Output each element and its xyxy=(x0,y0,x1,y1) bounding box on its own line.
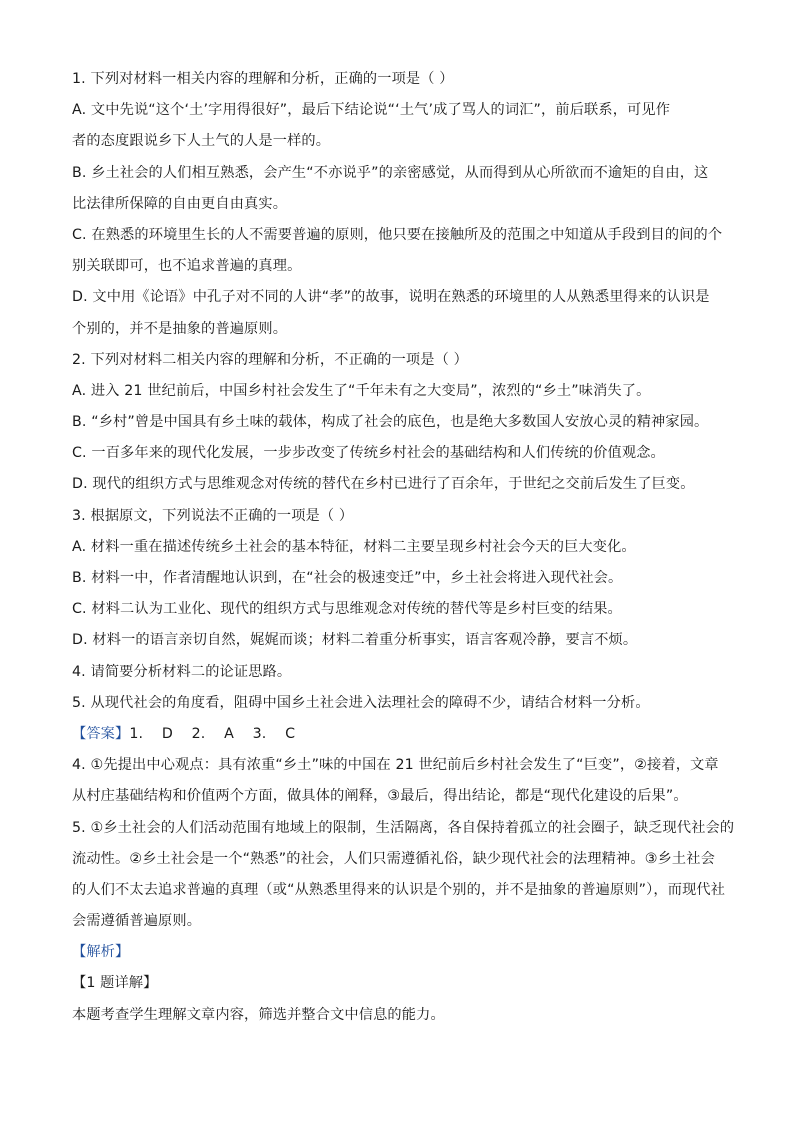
question-1-option-a: A. 文中先说“这个‘土’字用得很好”，最后下结论说“‘土气’成了骂人的词汇”，前后联系，可见作 xyxy=(72,102,671,119)
question-1-stem: 1. 下列对材料一相关内容的理解和分析，正确的一项是（ ） xyxy=(72,71,454,87)
answer-label: 【答案】 xyxy=(72,725,130,742)
question-1-option-b: B. 乡土社会的人们相互熟悉，会产生“不亦说乎”的亲密感觉，从而得到从心所欲而不逾矩的自由，这 xyxy=(72,164,709,181)
analysis-label: 【解析】 xyxy=(72,944,130,961)
question-1-option-d-cont: 个别的，并不是抽象的普遍原则。 xyxy=(72,320,288,337)
question-5-stem: 5. 从现代社会的角度看，阻碍中国乡土社会进入法理社会的障碍不少，请结合材料一分析。 xyxy=(72,694,650,711)
document-page xyxy=(72,64,735,1031)
question-1-option-c: C. 在熟悉的环境里生长的人不需要普遍的原则，他只要在接触所及的范围之中知道从手段到目的间的个 xyxy=(72,226,723,243)
question-1-option-c-cont: 别关联即可，也不追求普遍的真理。 xyxy=(72,258,302,275)
question-3-option-a: A. 材料一重在描述传统乡土社会的基本特征，材料二主要呈现乡村社会今天的巨大变化。 xyxy=(72,538,636,555)
answer-row xyxy=(72,719,724,750)
question-1-option-a-cont: 者的态度跟说乡下人土气的人是一样的。 xyxy=(72,133,331,150)
answer-5-line-4: 会需遵循普遍原则。 xyxy=(72,913,202,930)
question-3-option-c: C. 材料二认为工业化、现代的组织方式与思维观念对传统的替代等是乡村巨变的结果。 xyxy=(72,601,622,618)
question-3-option-b: B. 材料一中，作者清醒地认识到，在“社会的极速变迁”中，乡土社会将进入现代社会。 xyxy=(72,570,623,586)
question-2-option-a: A. 进入 21 世纪前后，中国乡村社会发生了“千年未有之大变局”，浓烈的“乡土”味消失了。 xyxy=(72,382,651,399)
question-1-option-b-cont: 比法律所保障的自由更自由真实。 xyxy=(72,195,288,212)
answer-4-line-1: 4. ①先提出中心观点：具有浓重“乡土”味的中国在 21 世纪前后乡村社会发生了“巨变”，②接着，文章 xyxy=(72,757,719,774)
detail-text: 本题考查学生理解文章内容，筛选并整合文中信息的能力。 xyxy=(72,1006,445,1023)
answer-4-line-2: 从村庄基础结构和价值两个方面，做具体的阐释，③最后，得出结论，都是“现代化建设的后果”。 xyxy=(72,788,688,805)
detail-label: 【1 题详解】 xyxy=(72,975,158,992)
answer-5-line-2: 流动性。②乡土社会是一个“熟悉”的社会，人们只需遵循礼俗，缺少现代社会的法理精神。③乡土社会 xyxy=(72,850,715,867)
answer-values: 1. D 2. A 3. C xyxy=(129,725,296,742)
question-2-stem: 2. 下列对材料二相关内容的理解和分析，不正确的一项是（ ） xyxy=(72,351,468,368)
question-2-option-d: D. 现代的组织方式与思维观念对传统的替代在乡村已进行了百余年，于世纪之交前后发生了巨变。 xyxy=(72,476,695,493)
answer-5-line-1: 5. ①乡土社会的人们活动范围有地域上的限制，生活隔离，各自保持着孤立的社会圈子，缺乏现代社会的 xyxy=(72,819,735,836)
question-4-stem: 4. 请简要分析材料二的论证思路。 xyxy=(72,663,292,680)
question-3-option-d: D. 材料一的语言亲切自然，娓娓而谈；材料二着重分析事实，语言客观冷静，要言不烦。 xyxy=(72,632,638,649)
question-1-option-d: D. 文中用《论语》中孔子对不同的人讲“孝”的故事，说明在熟悉的环境里的人从熟悉里得来的认识是 xyxy=(72,289,710,306)
answer-5-line-3: 的人们不太去追求普遍的真理（或“从熟悉里得来的认识是个别的，并不是抽象的普遍原则”），而现代社 xyxy=(72,881,726,898)
question-2-option-c: C. 一百多年来的现代化发展，一步步改变了传统乡村社会的基础结构和人们传统的价值观念。 xyxy=(72,445,665,462)
question-3-stem: 3. 根据原文，下列说法不正确的一项是（ ） xyxy=(72,507,354,524)
question-2-option-b: B. “乡村”曾是中国具有乡土味的载体，构成了社会的底色，也是绝大多数国人安放心灵的精神家园。 xyxy=(72,414,709,431)
